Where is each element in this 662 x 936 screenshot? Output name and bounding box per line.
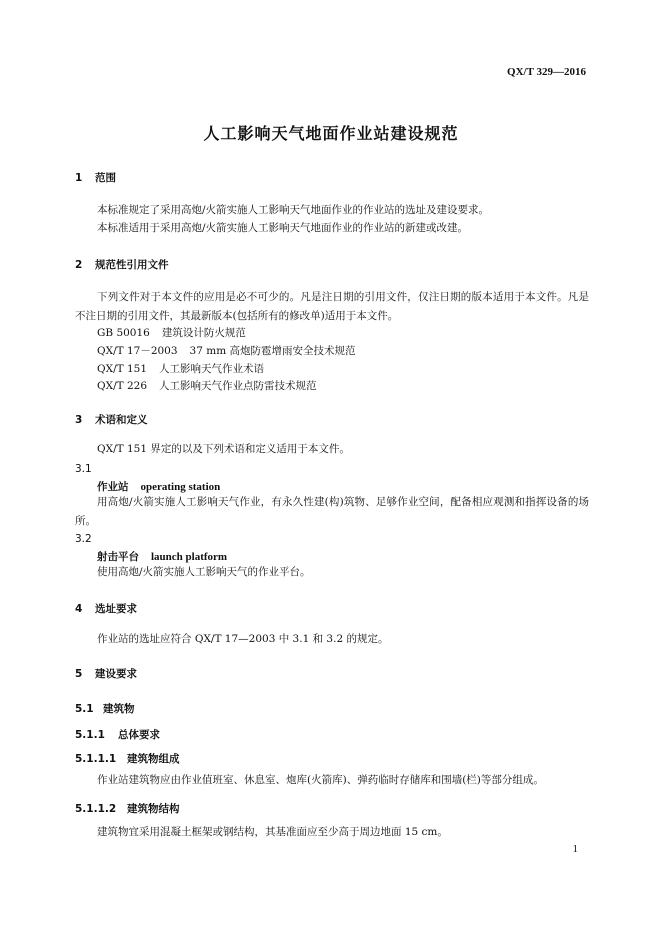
section-number: 5 [75, 668, 83, 680]
term-3-1-number: 3.1 [75, 463, 92, 475]
section-number: 4 [75, 603, 83, 615]
section-5-1-heading [75, 701, 135, 716]
section-3-intro: QX/T 151 界定的以及下列术语和定义适用于本文件。 [97, 443, 350, 455]
section-title: 选址要求 [95, 603, 137, 615]
section-1-paragraph-2: 本标准适用于采用高炮/火箭实施人工影响天气地面作业的作业站的新建或改建。 [97, 222, 469, 234]
section-title: 建设要求 [95, 668, 137, 680]
reference-code: QX/T 17－2003 [97, 345, 178, 357]
reference-item [97, 378, 317, 393]
section-number: 3 [75, 414, 83, 426]
section-number: 5.1.1.2 [75, 803, 117, 815]
section-title: 术语和定义 [95, 414, 148, 426]
standard-code: QX/T 329—2016 [507, 66, 586, 78]
section-1-paragraph-1: 本标准规定了采用高炮/火箭实施人工影响天气地面作业的作业站的选址及建设要求。 [97, 204, 490, 216]
section-number: 5.1.1.1 [75, 753, 117, 765]
section-number: 1 [75, 172, 83, 184]
reference-item [97, 361, 264, 376]
section-5-1-1-heading [75, 727, 160, 742]
term-3-2-definition: 使用高炮/火箭实施人工影响天气的作业平台。 [97, 566, 311, 578]
term-3-2-number: 3.2 [75, 533, 92, 545]
section-3-heading [75, 412, 148, 427]
section-5-heading [75, 666, 137, 681]
reference-name: 人工影响天气作业术语 [159, 363, 265, 375]
reference-name: 建筑设计防火规范 [161, 327, 246, 339]
reference-name: 37 mm 高炮防雹增雨安全技术规范 [189, 345, 356, 357]
section-title: 建筑物结构 [127, 803, 180, 815]
section-2-intro: 下列文件对于本文件的应用是必不可少的。凡是注日期的引用文件，仅注日期的版本适用于本文件。凡是不注日期的引用文件，其最新版本(包括所有的修改单)适用于本文件。 [75, 291, 589, 322]
section-number: 5.1 [75, 703, 94, 715]
section-5-1-1-1-heading [75, 751, 180, 766]
term-zh: 射击平台 [97, 551, 139, 563]
section-title: 建筑物组成 [127, 753, 180, 765]
section-title: 规范性引用文件 [95, 259, 169, 271]
term-3-1-definition: 用高炮/火箭实施人工影响天气作业，有永久性建(构)筑物、足够作业空间，配备相应观测和指挥设备的场所。 [75, 496, 589, 527]
term-en: operating station [140, 481, 221, 493]
section-4-heading [75, 601, 137, 616]
section-4-paragraph: 作业站的选址应符合 QX/T 17—2003 中 3.1 和 3.2 的规定。 [97, 633, 389, 645]
reference-code: QX/T 151 [97, 363, 148, 375]
term-3-2 [97, 549, 227, 564]
section-title: 总体要求 [118, 729, 160, 741]
section-number: 5.1.1 [75, 729, 105, 741]
term-en: launch platform [151, 551, 228, 563]
section-5-1-1-2-paragraph: 建筑物宜采用混凝土框架或钢结构，其基准面应至少高于周边地面 15 cm。 [97, 826, 448, 838]
term-zh: 作业站 [97, 481, 129, 493]
section-title: 范围 [95, 172, 116, 184]
reference-code: GB 50016 [97, 327, 150, 339]
page-title: 人工影响天气地面作业站建设规范 [203, 124, 459, 143]
reference-name: 人工影响天气作业点防雷技术规范 [159, 380, 317, 392]
reference-item [97, 343, 356, 358]
section-1-heading [75, 170, 116, 185]
reference-item [97, 325, 246, 340]
section-title: 建筑物 [103, 703, 135, 715]
section-5-1-1-2-heading [75, 801, 180, 816]
term-3-1 [97, 479, 220, 494]
section-5-1-1-1-paragraph: 作业站建筑物应由作业值班室、休息室、炮库(火箭库)、弹药临时存储库和围墙(栏)等部分组成。 [97, 774, 544, 786]
reference-code: QX/T 226 [97, 380, 148, 392]
page-number: 1 [572, 843, 578, 855]
section-number: 2 [75, 259, 83, 271]
section-2-heading [75, 257, 169, 272]
